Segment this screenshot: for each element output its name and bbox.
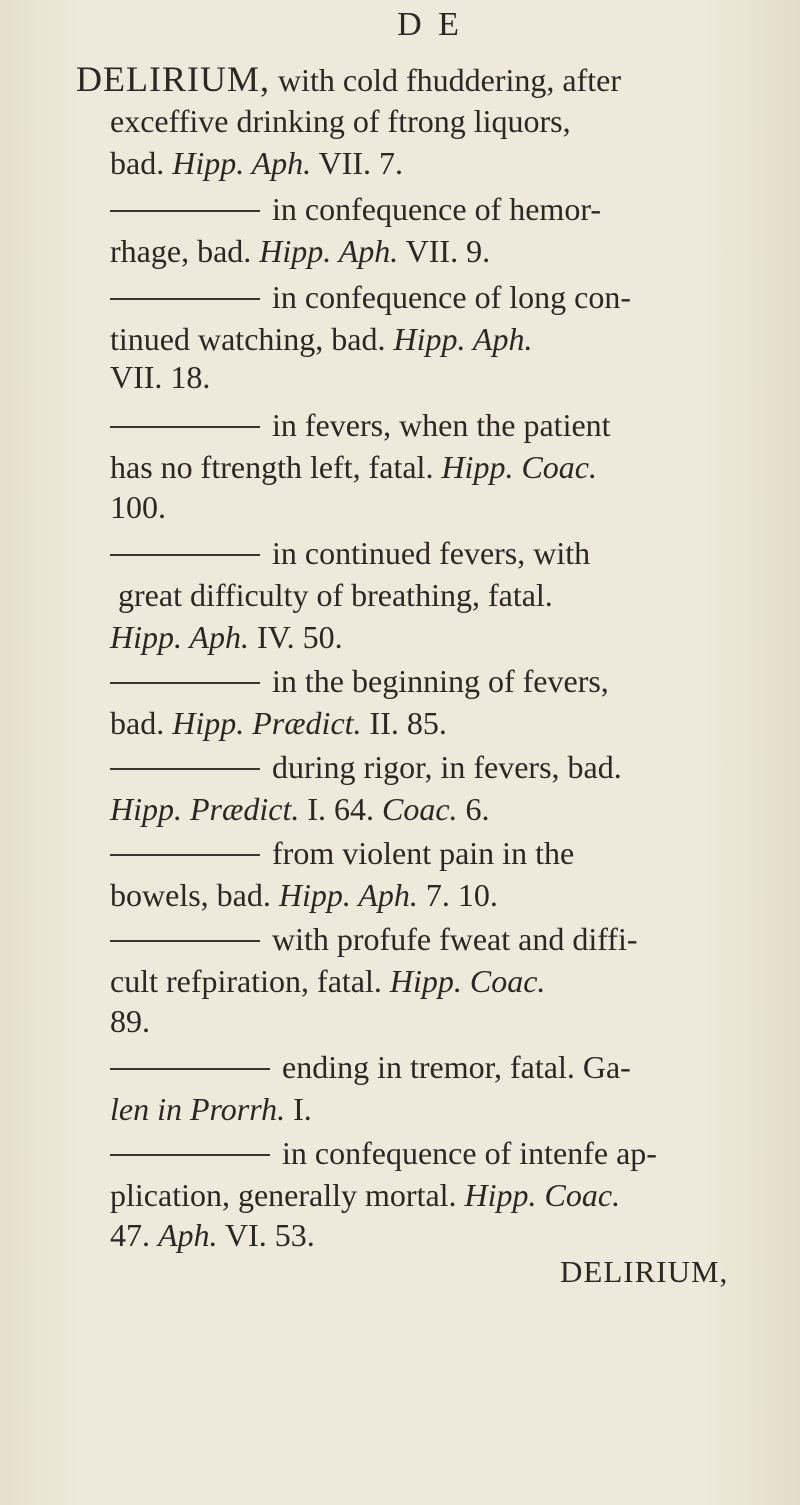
line-text: IV. 50. (248, 619, 343, 655)
line-text: I. (285, 1091, 312, 1127)
line-text: 89. (110, 1003, 150, 1039)
citation: Coac. (381, 791, 458, 827)
citation: Hipp. Coac. (464, 1177, 621, 1213)
line-text: with cold fhuddering, after (269, 62, 621, 98)
ditto-rule (110, 1154, 270, 1156)
line-text: plication, generally mortal. (110, 1177, 465, 1213)
line-text: 47. (110, 1217, 158, 1253)
citation: len in Prorrh. (110, 1091, 286, 1127)
line-text: 6. (457, 791, 490, 827)
line-text: in confequence of hemor- (272, 191, 601, 227)
line-text: bad. (110, 145, 173, 181)
line-text: VII. 7. (311, 145, 404, 181)
citation: Hipp. Coac. (441, 449, 597, 485)
citation: Hipp. Prædict. (110, 791, 300, 827)
catchword: DELIRIUM, (560, 1254, 729, 1289)
citation: Hipp. Aph. (172, 145, 312, 181)
ditto-rule (110, 210, 260, 212)
line-text: with profufe fweat and diffi- (272, 921, 638, 957)
citation: Hipp. Prædict. (172, 705, 362, 741)
ditto-rule (110, 940, 260, 942)
citation: Hipp. Coac. (389, 963, 546, 999)
citation: Hipp. Aph. (259, 233, 399, 269)
line-text: VII. 18. (110, 359, 211, 395)
line-text: in continued fevers, with (272, 535, 591, 571)
line-text: has no ftrength left, fatal. (110, 449, 442, 485)
line-text: great difficulty of breathing, fatal. (118, 577, 553, 613)
line-text: ending in tremor, fatal. Ga- (282, 1049, 631, 1085)
line-text: VI. 53. (217, 1217, 315, 1253)
ditto-rule (110, 854, 260, 856)
line-text: bad. (110, 705, 173, 741)
line-text: in confequence of intenfe ap- (282, 1135, 657, 1171)
line-text: in fevers, when the patient (272, 407, 611, 443)
line-text: during rigor, in fevers, bad. (272, 749, 622, 785)
line-text: 100. (110, 489, 166, 525)
line-text: II. 85. (361, 705, 447, 741)
headword: DELIRIUM, (76, 59, 270, 99)
line-text: rhage, bad. (110, 233, 260, 269)
line-text: in the beginning of fevers, (272, 663, 609, 699)
citation: Aph. (158, 1217, 218, 1253)
line-text: tinued watching, bad. (110, 321, 394, 357)
running-head: D E (397, 6, 463, 43)
line-text: cult refpiration, fatal. (110, 963, 390, 999)
line-text: 7. 10. (417, 877, 498, 913)
line-text: from violent pain in the (272, 835, 575, 871)
ditto-rule (110, 554, 260, 556)
line-text: bowels, bad. (110, 877, 279, 913)
citation: Hipp. Aph. (278, 877, 418, 913)
ditto-rule (110, 768, 260, 770)
citation: Hipp. Aph. (110, 619, 249, 655)
line-text: VII. 9. (398, 233, 491, 269)
ditto-rule (110, 426, 260, 428)
line-text: in confequence of long con- (272, 279, 631, 315)
ditto-rule (110, 1068, 270, 1070)
ditto-rule (110, 298, 260, 300)
line-text: I. 64. (299, 791, 382, 827)
line-text: exceffive drinking of ftrong liquors, (110, 103, 571, 139)
ditto-rule (110, 682, 260, 684)
citation: Hipp. Aph. (393, 321, 533, 357)
